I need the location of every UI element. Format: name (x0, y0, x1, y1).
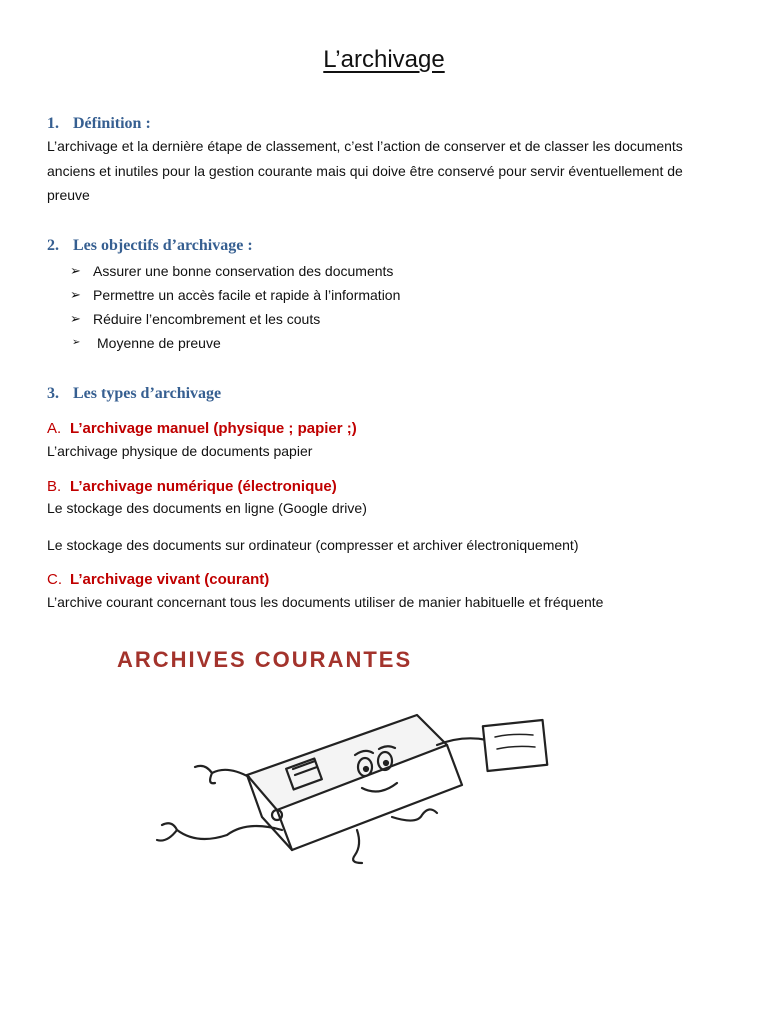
subsection-title: L’archivage vivant (courant) (70, 571, 270, 588)
list-item-text: Moyenne de preuve (97, 335, 221, 351)
section-title: Les objectifs d’archivage : (73, 237, 253, 254)
type-b-heading (47, 478, 337, 495)
list-item (70, 331, 400, 355)
section-number: 2. (47, 237, 59, 254)
type-b-text-1: Le stockage des documents en ligne (Google drive) (47, 500, 367, 516)
archives-illustration (117, 645, 607, 870)
page-title: L’archivage (323, 46, 445, 73)
section-types-heading (47, 385, 221, 403)
type-a-text: L’archivage physique de documents papier (47, 443, 313, 459)
list-item (70, 259, 400, 283)
section-title: Définition : (73, 115, 151, 132)
running-binder-drawing (117, 645, 607, 870)
subsection-title: L’archivage manuel (physique ; papier ;) (70, 420, 357, 437)
list-item-text: Permettre un accès facile et rapide à l’information (93, 287, 401, 303)
subsection-title: L’archivage numérique (électronique) (70, 478, 337, 495)
section-title: Les types d’archivage (73, 385, 222, 402)
section-number: 1. (47, 115, 59, 132)
type-c-text: L’archive courant concernant tous les documents utiliser de manier habituelle et fréquente (47, 594, 604, 610)
type-b-text-2: Le stockage des documents sur ordinateur (compresser et archiver électroniquement) (47, 537, 579, 553)
arrow-bullet-icon: ➢ (70, 287, 81, 302)
definition-paragraph: L’archivage et la dernière étape de classement, c’est l’action de conserver et de classer les documents anciens et inutiles pour la gestion courante mais qui doive être conservé pour servir éventuellement de preuve (47, 138, 683, 203)
list-item (70, 307, 400, 331)
list-item (70, 283, 400, 307)
list-item-text: Assurer une bonne conservation des documents (93, 263, 394, 279)
subsection-label: A. (47, 420, 62, 437)
type-c-heading (47, 571, 269, 588)
section-definition-heading (47, 115, 151, 133)
objectives-list (70, 259, 400, 355)
arrow-bullet-icon: ➢ (70, 311, 81, 326)
arrow-bullet-icon: ➢ (72, 337, 81, 348)
arrow-bullet-icon: ➢ (70, 263, 81, 278)
section-number: 3. (47, 385, 59, 402)
section-objectives-heading (47, 237, 253, 255)
list-item-text: Réduire l’encombrement et les couts (93, 311, 321, 327)
type-a-heading (47, 420, 357, 437)
subsection-label: C. (47, 571, 62, 588)
subsection-label: B. (47, 478, 62, 495)
illustration-caption: ARCHIVES COURANTES (117, 647, 413, 672)
